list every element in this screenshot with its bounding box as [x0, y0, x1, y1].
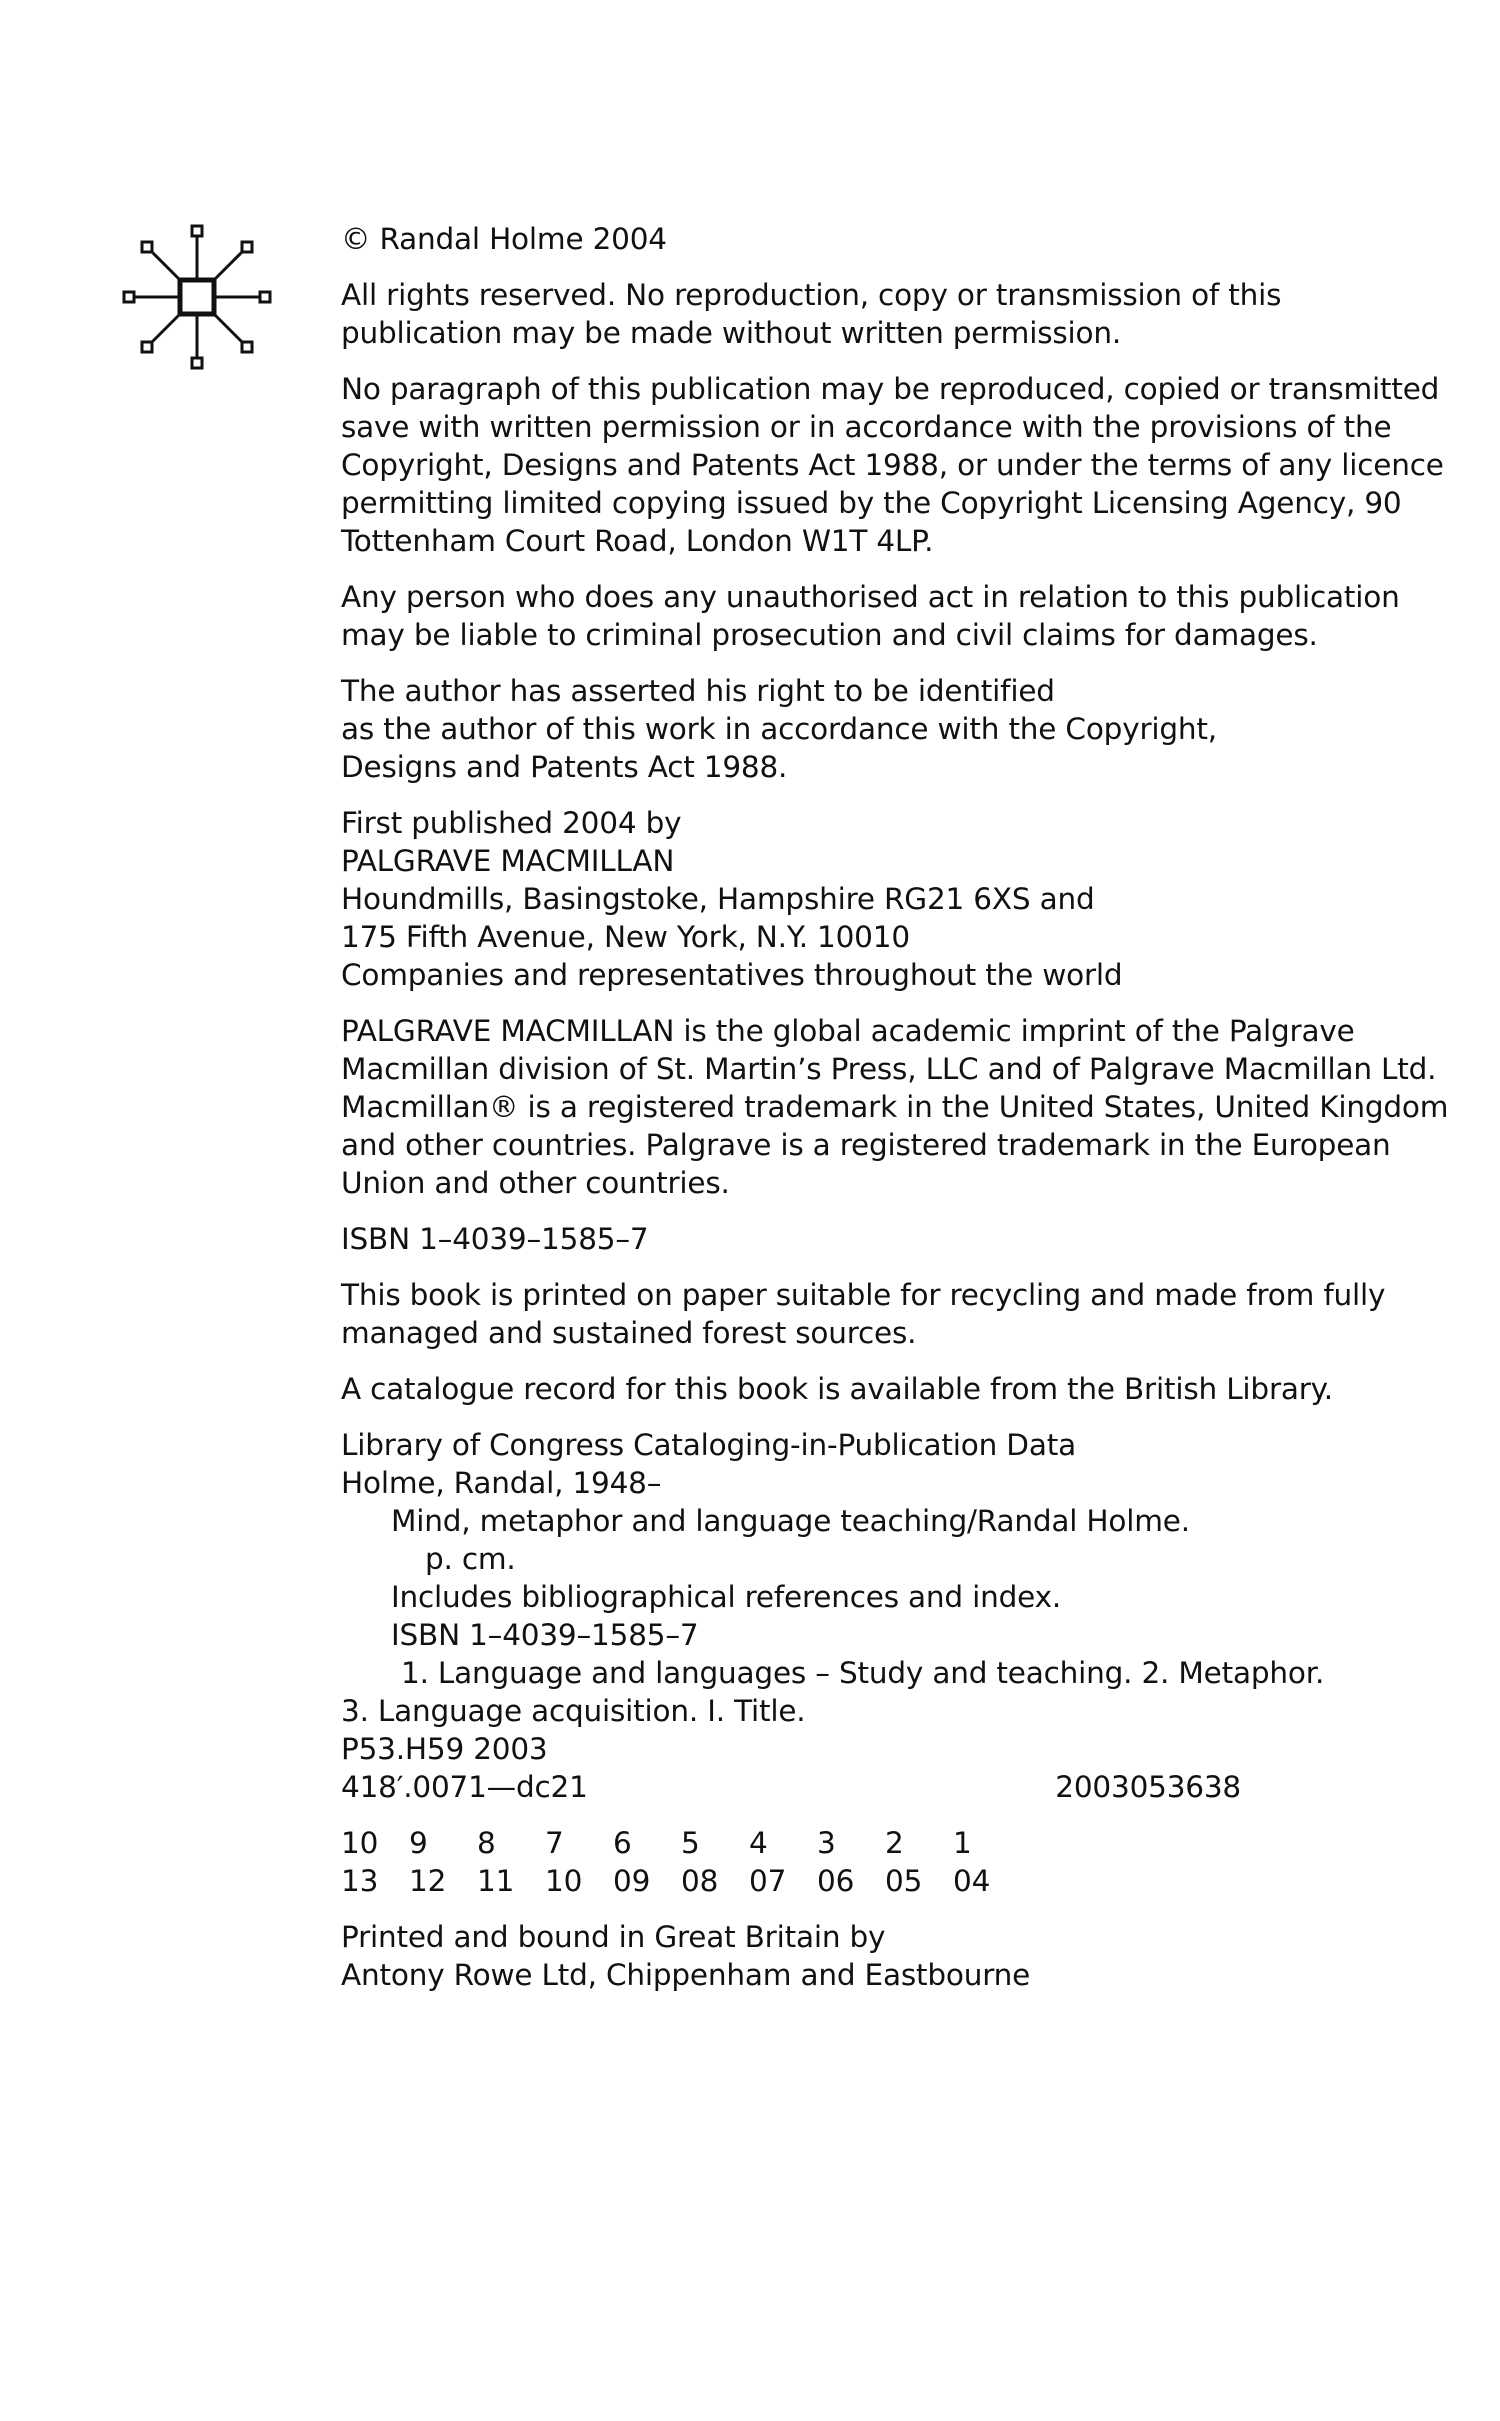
cip-title: Mind, metaphor and language teaching/Randal Holme.: [391, 1504, 1190, 1538]
print-year: 06: [817, 1864, 855, 1898]
print-number: 9: [409, 1826, 428, 1860]
print-year: 07: [749, 1864, 787, 1898]
catalogue-notice: A catalogue record for this book is available from the British Library.: [341, 1372, 1333, 1406]
print-number: 4: [749, 1826, 768, 1860]
cip-pages: p. cm.: [425, 1542, 516, 1576]
print-number: 3: [817, 1826, 836, 1860]
cip-includes: Includes bibliographical references and index.: [391, 1580, 1062, 1614]
rights-statement: All rights reserved. No reproduction, copy or transmission of this publication may be made without written permission.: [341, 278, 1282, 350]
copyright-page-text: [341, 220, 1449, 2012]
cip-subjects: 1. Language and languages – Study and teaching. 2. Metaphor.: [401, 1656, 1325, 1690]
print-year: 10: [545, 1864, 583, 1898]
print-year: 04: [953, 1864, 991, 1898]
imprint-notice: PALGRAVE MACMILLAN is the global academic imprint of the Palgrave Macmillan division of St. Martin’s Press, LLC and of Palgrave Macmillan Ltd. Macmillan® is a registered trademark in the United States, United Kingdom and other countries. Palgrave is a registered trademark in the European Union and other countries.: [341, 1014, 1449, 1200]
paper-notice: This book is printed on paper suitable for recycling and made from fully managed and sustained forest sources.: [341, 1278, 1386, 1350]
cip-data: [341, 1426, 1381, 1806]
print-number: 5: [681, 1826, 700, 1860]
isbn: ISBN 1–4039–1585–7: [341, 1222, 649, 1256]
print-year: 08: [681, 1864, 719, 1898]
author-right-notice: The author has asserted his right to be identified as the author of this work in accordance with the Copyright, Designs and Patents Act 1988.: [341, 674, 1217, 784]
print-year: 12: [409, 1864, 447, 1898]
cip-call-number: P53.H59 2003: [341, 1732, 548, 1766]
cip-dewey: 418′.0071—dc21: [341, 1770, 588, 1804]
print-number: 8: [477, 1826, 496, 1860]
printing-line: [341, 1824, 1381, 1900]
publication-details: First published 2004 by PALGRAVE MACMILLAN Houndmills, Basingstoke, Hampshire RG21 6XS and 175 Fifth Avenue, New York, N.Y. 10010 Companies and representatives throughout the world: [341, 806, 1123, 992]
print-year: 09: [613, 1864, 651, 1898]
liability-notice: Any person who does any unauthorised act in relation to this publication may be liable to criminal prosecution and civil claims for damages.: [341, 580, 1400, 652]
print-year: 11: [477, 1864, 515, 1898]
cip-lccn: 2003053638: [1055, 1770, 1241, 1804]
printer-notice: Printed and bound in Great Britain by Antony Rowe Ltd, Chippenham and Eastbourne: [341, 1920, 1031, 1992]
print-number: 1: [953, 1826, 972, 1860]
print-year: 05: [885, 1864, 923, 1898]
copyright-line: © Randal Holme 2004: [341, 222, 667, 256]
print-number: 6: [613, 1826, 632, 1860]
cip-subjects-cont: 3. Language acquisition. I. Title.: [341, 1694, 806, 1728]
cip-author: Holme, Randal, 1948–: [341, 1466, 662, 1500]
print-year: 13: [341, 1864, 379, 1898]
print-number: 7: [545, 1826, 564, 1860]
reproduction-notice: No paragraph of this publication may be reproduced, copied or transmitted save with written permission or in accordance with the provisions of the Copyright, Designs and Patents Act 1988, or under the terms of any licence permitting limited copying issued by the Copyright Licensing Agency, 90 Tottenham Court Road, London W1T 4LP.: [341, 372, 1444, 558]
print-number: 2: [885, 1826, 904, 1860]
cip-heading: Library of Congress Cataloging-in-Publication Data: [341, 1428, 1076, 1462]
cip-classification-row: [341, 1768, 1241, 1806]
print-number: 10: [341, 1826, 379, 1860]
network-square-icon: [122, 222, 272, 372]
cip-isbn: ISBN 1–4039–1585–7: [391, 1618, 699, 1652]
